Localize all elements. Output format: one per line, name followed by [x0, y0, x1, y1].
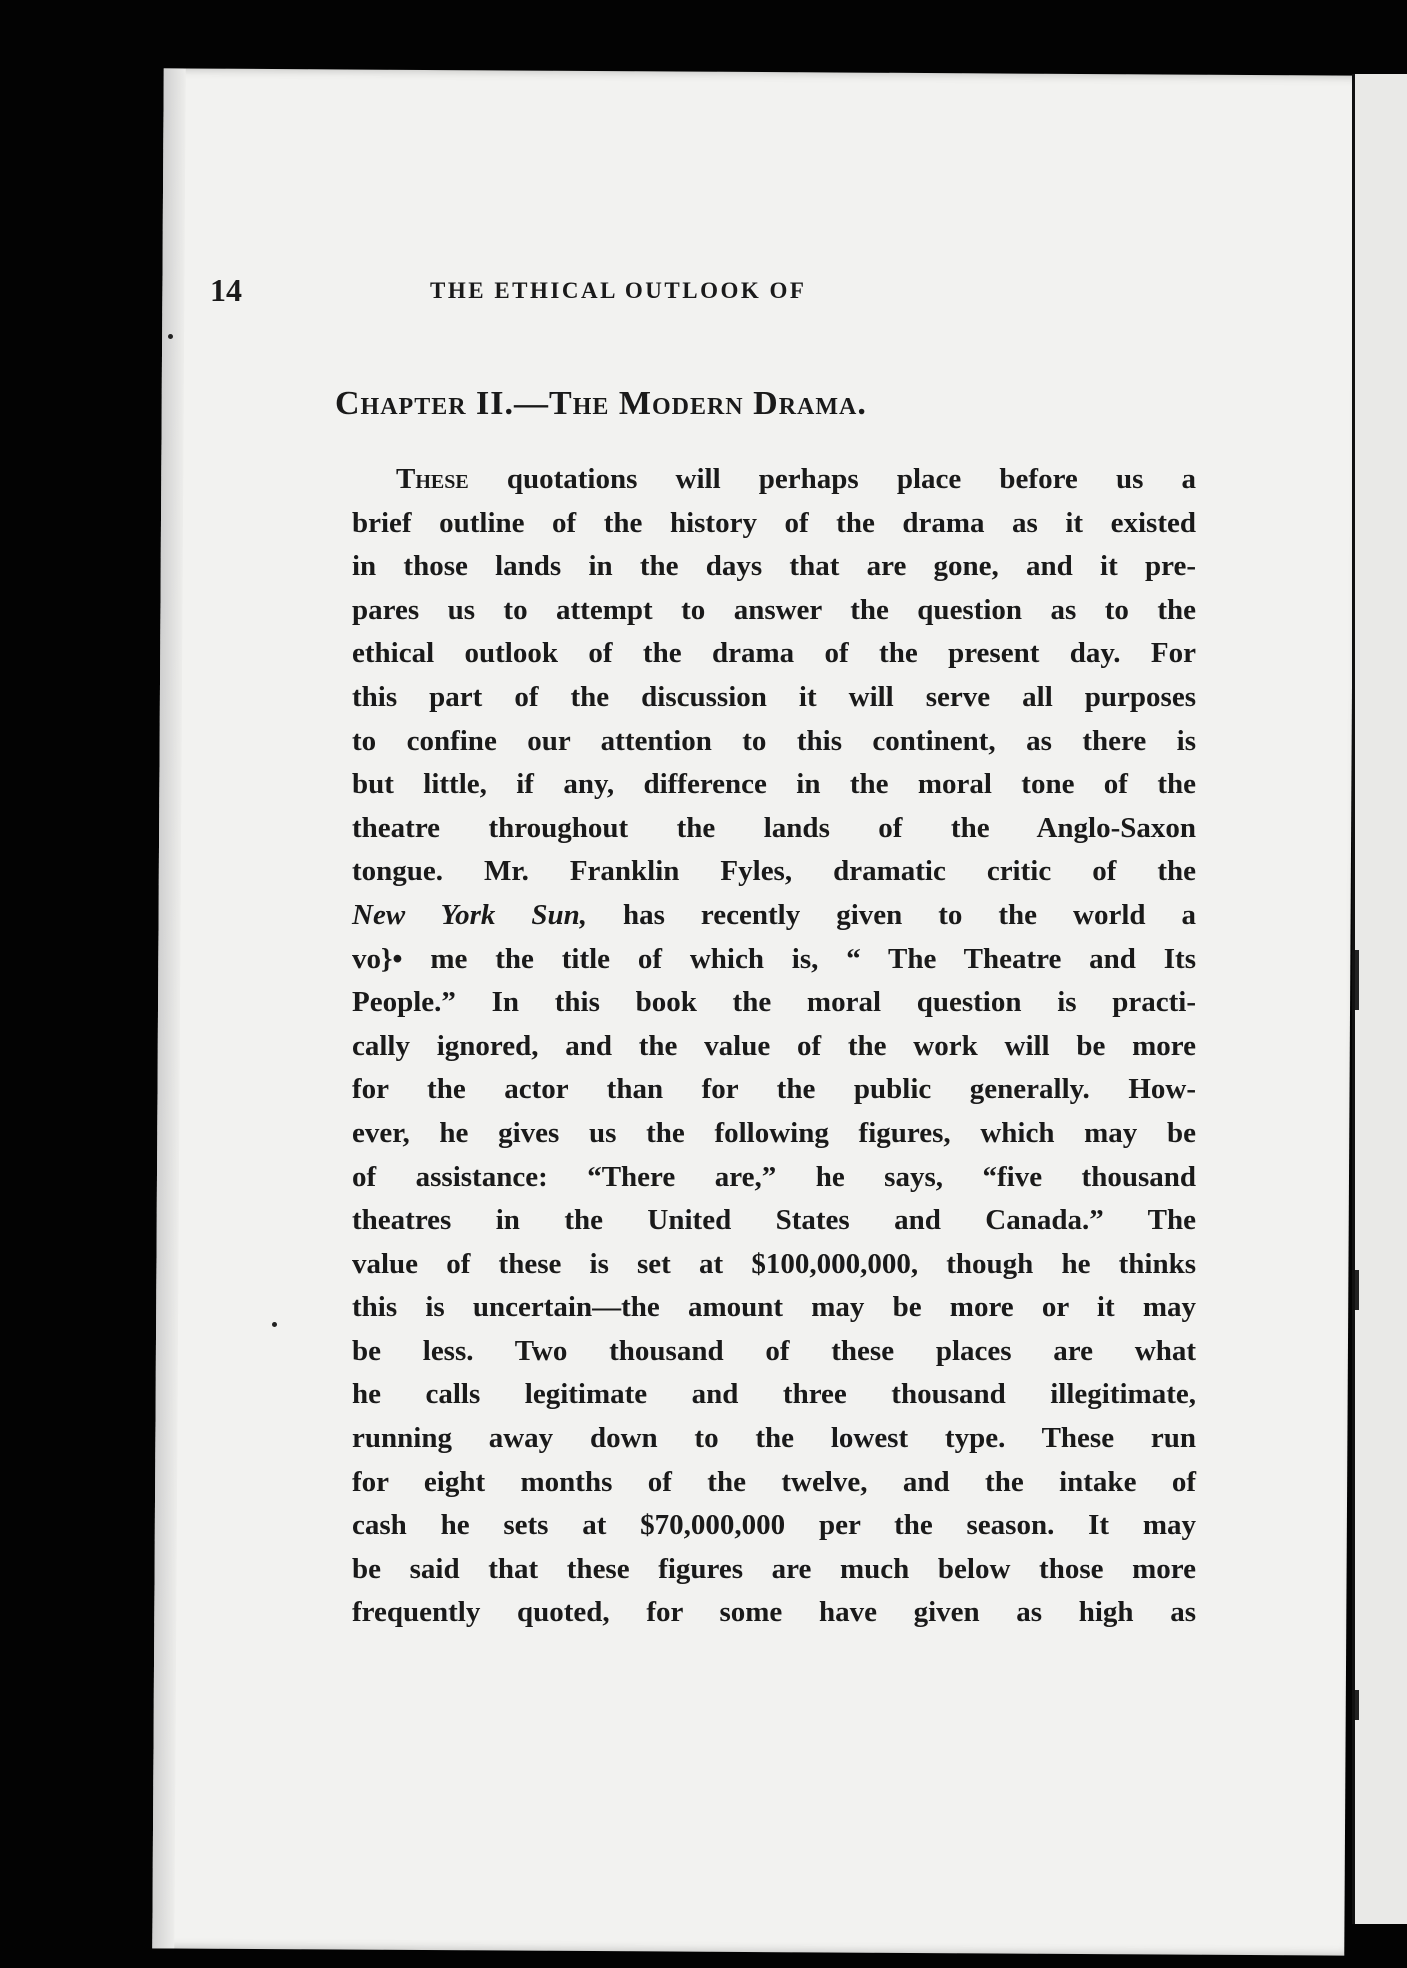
- text-line: brief outline of the history of the drama as it existed: [352, 506, 1196, 539]
- facing-page-mark: [1355, 950, 1359, 1010]
- text-line: this is uncertain—the amount may be more or it may: [352, 1291, 1196, 1324]
- text-line: for eight months of the twelve, and the intake of: [352, 1465, 1196, 1498]
- text-line: be said that these figures are much below those more: [352, 1552, 1196, 1585]
- text-line: pares us to attempt to answer the question as to the: [352, 593, 1196, 626]
- running-head: THE ETHICAL OUTLOOK OF: [430, 278, 807, 303]
- page-header: [210, 272, 1060, 312]
- text-line: this part of the discussion it will serve all purposes: [352, 680, 1196, 713]
- text-line: in those lands in the days that are gone, and it pre-: [352, 550, 1196, 583]
- facing-page-mark: [1355, 1270, 1359, 1310]
- text-line: but little, if any, difference in the moral tone of the: [352, 768, 1196, 801]
- text-line: tongue. Mr. Franklin Fyles, dramatic critic of the: [352, 855, 1196, 888]
- text-line: vo}• me the title of which is, “ The Theatre and Its: [352, 942, 1196, 975]
- text-line: New York Sun, has recently given to the world a: [352, 898, 1197, 931]
- text-line: of assistance: “There are,” he says, “five thousand: [352, 1160, 1196, 1193]
- speck: [272, 1322, 277, 1327]
- text-line: ever, he gives us the following figures, which may be: [352, 1116, 1196, 1149]
- text-line: theatres in the United States and Canada.” The: [352, 1204, 1196, 1237]
- chapter-title: Chapter II.—The Modern Drama.: [335, 385, 867, 422]
- text-line: ethical outlook of the drama of the present day. For: [352, 637, 1196, 670]
- text-line: These quotations will perhaps place before us a: [396, 463, 1197, 495]
- text-line: be less. Two thousand of these places are what: [352, 1334, 1196, 1367]
- text-line: he calls legitimate and three thousand illegitimate,: [352, 1378, 1196, 1411]
- speck: [168, 334, 173, 339]
- text-line: for the actor than for the public generally. How-: [352, 1073, 1196, 1106]
- italic-title: New York Sun,: [352, 898, 588, 931]
- text-line: running away down to the lowest type. These run: [352, 1422, 1196, 1455]
- text-line: People.” In this book the moral question is practi-: [352, 986, 1196, 1019]
- text-line: to confine our attention to this continent, as there is: [352, 724, 1196, 757]
- text-line: cally ignored, and the value of the work will be more: [352, 1029, 1196, 1062]
- text-line: frequently quoted, for some have given as high as: [352, 1596, 1196, 1629]
- text-line: cash he sets at $70,000,000 per the season. It may: [352, 1509, 1196, 1542]
- body-paragraph: [352, 458, 1196, 1635]
- facing-page-mark: [1355, 1690, 1359, 1720]
- facing-page-edge: [1352, 74, 1407, 1924]
- text-line: theatre throughout the lands of the Anglo-Saxon: [352, 811, 1196, 844]
- lead-word: These: [396, 463, 469, 495]
- page-number: 14: [210, 272, 242, 308]
- text-line: value of these is set at $100,000,000, though he thinks: [352, 1247, 1196, 1280]
